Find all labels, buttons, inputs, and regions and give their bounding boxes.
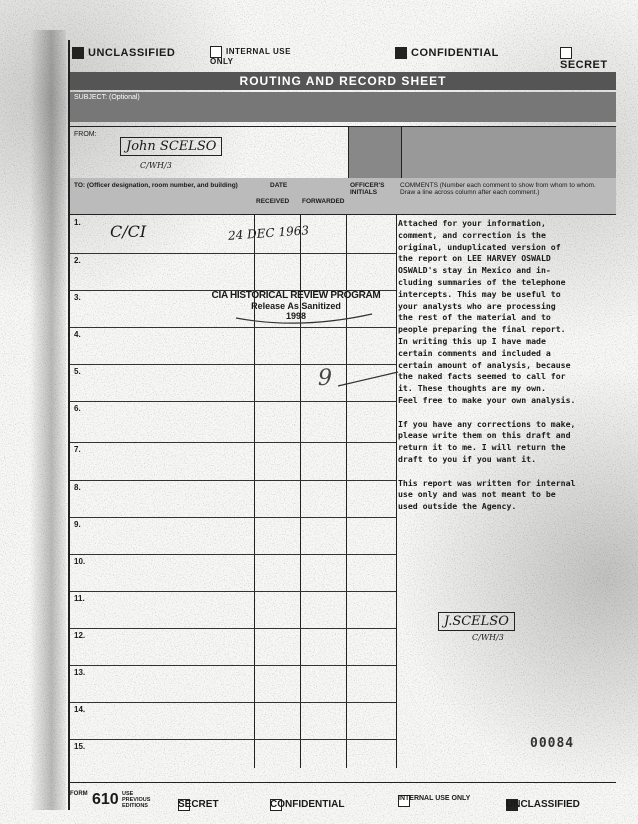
memo-line: comment, and correction is the: [398, 229, 546, 240]
subject-label: SUBJECT: (Optional): [74, 94, 140, 101]
signature-office: C/WH/3: [472, 633, 504, 642]
header-date: DATE: [270, 182, 288, 189]
row-number: 3.: [74, 293, 81, 302]
from-name: John SCELSO: [126, 139, 217, 154]
from-office: C/WH/3: [140, 161, 172, 170]
stamp-line-3: 1998: [285, 311, 307, 321]
row-number: 12.: [74, 631, 86, 640]
signature-block: [438, 612, 515, 642]
memo-line: [398, 466, 616, 478]
row-number: 5.: [74, 367, 81, 376]
memo-line: This report was written for internal: [398, 477, 576, 488]
row-1-date: 24 DEC 1963: [227, 223, 310, 243]
header-received: RECEIVED: [256, 198, 290, 205]
row-number: 9.: [74, 520, 81, 529]
header-initials: OFFICER'S INITIALS: [350, 182, 385, 196]
memo-line: please write them on this draft and: [398, 430, 571, 441]
row-number: 7.: [74, 445, 81, 454]
class-secret: SECRET: [560, 47, 616, 71]
header-forwarded: FORWARDED: [302, 198, 345, 205]
class-internal: INTERNAL USE ONLY: [210, 47, 291, 66]
row-number: 6.: [74, 404, 81, 413]
row-number: 4.: [74, 330, 81, 339]
memo-body: [398, 218, 616, 513]
row-number: 14.: [74, 705, 86, 714]
row-number: 11.: [74, 594, 85, 603]
form-title: ROUTING AND RECORD SHEET: [70, 72, 616, 90]
signature-name: J.SCELSO: [444, 614, 509, 629]
row-number: 2.: [74, 256, 81, 265]
memo-line: OSWALD's stay in Mexico and in-: [398, 265, 551, 276]
class-confidential: CONFIDENTIAL: [395, 47, 499, 59]
page-number: 00084: [530, 736, 575, 751]
memo-line: people preparing the final report.: [398, 324, 566, 335]
class-unclassified: UNCLASSIFIED: [72, 47, 175, 59]
memo-line: the report on LEE HARVEY OSWALD: [398, 253, 551, 264]
memo-line: intercepts. This may be useful to: [398, 288, 561, 299]
header-comments: COMMENTS (Number each comment to show from whom to whom. Draw a line across column after each comment.): [400, 182, 596, 196]
signature-name-box: [438, 612, 515, 631]
stamp-line-1: CIA HISTORICAL REVIEW PROGRAM: [211, 290, 381, 301]
memo-line: the naked facts seemed to call for: [398, 371, 566, 382]
header-to: TO: (Officer designation, room number, and building): [74, 182, 238, 189]
stamp-line-2: Release As Sanitized: [251, 301, 341, 311]
memo-line: your analysts who are processing: [398, 300, 556, 311]
row-number: 8.: [74, 483, 81, 492]
form-number: 610: [92, 791, 119, 808]
memo-line: use only and was not meant to be: [398, 489, 556, 500]
row-number: 10.: [74, 557, 86, 566]
memo-line: the rest of the material and to: [398, 312, 551, 323]
memo-line: original, unduplicated version of: [398, 241, 561, 252]
margin-mark: 9: [318, 366, 332, 391]
memo-line: cluding summaries of the telephone: [398, 276, 566, 287]
from-label: FROM:: [74, 131, 97, 138]
row-number: 1.: [74, 218, 81, 227]
row-1-to: C/CI: [110, 222, 147, 241]
memo-line: In writing this up I have made: [398, 335, 546, 346]
memo-line: draft to you if you want it.: [398, 453, 537, 464]
memo-line: it. These thoughts are my own.: [398, 383, 546, 394]
memo-line: return it to me. I will return the: [398, 442, 566, 453]
use-previous-editions: USE PREVIOUS EDITIONS: [122, 791, 151, 809]
row-number: 15.: [74, 742, 86, 751]
memo-line: If you have any corrections to make,: [398, 418, 576, 429]
memo-line: Feel free to make your own analysis.: [398, 394, 576, 405]
memo-line: used outside the Agency.: [398, 501, 517, 512]
memo-line: [398, 407, 616, 419]
row-number: 13.: [74, 668, 86, 677]
memo-line: certain comments and included a: [398, 347, 551, 358]
memo-line: Attached for your information,: [398, 218, 546, 228]
bottom-classification-bar: FORM 610 USE PREVIOUS EDITIONS SECRET CONFIDENTIAL INTERNAL USE ONLY UNCLASSIFIED: [70, 782, 616, 809]
form-label: FORM: [70, 791, 88, 797]
memo-line: certain amount of analysis, because: [398, 359, 571, 370]
